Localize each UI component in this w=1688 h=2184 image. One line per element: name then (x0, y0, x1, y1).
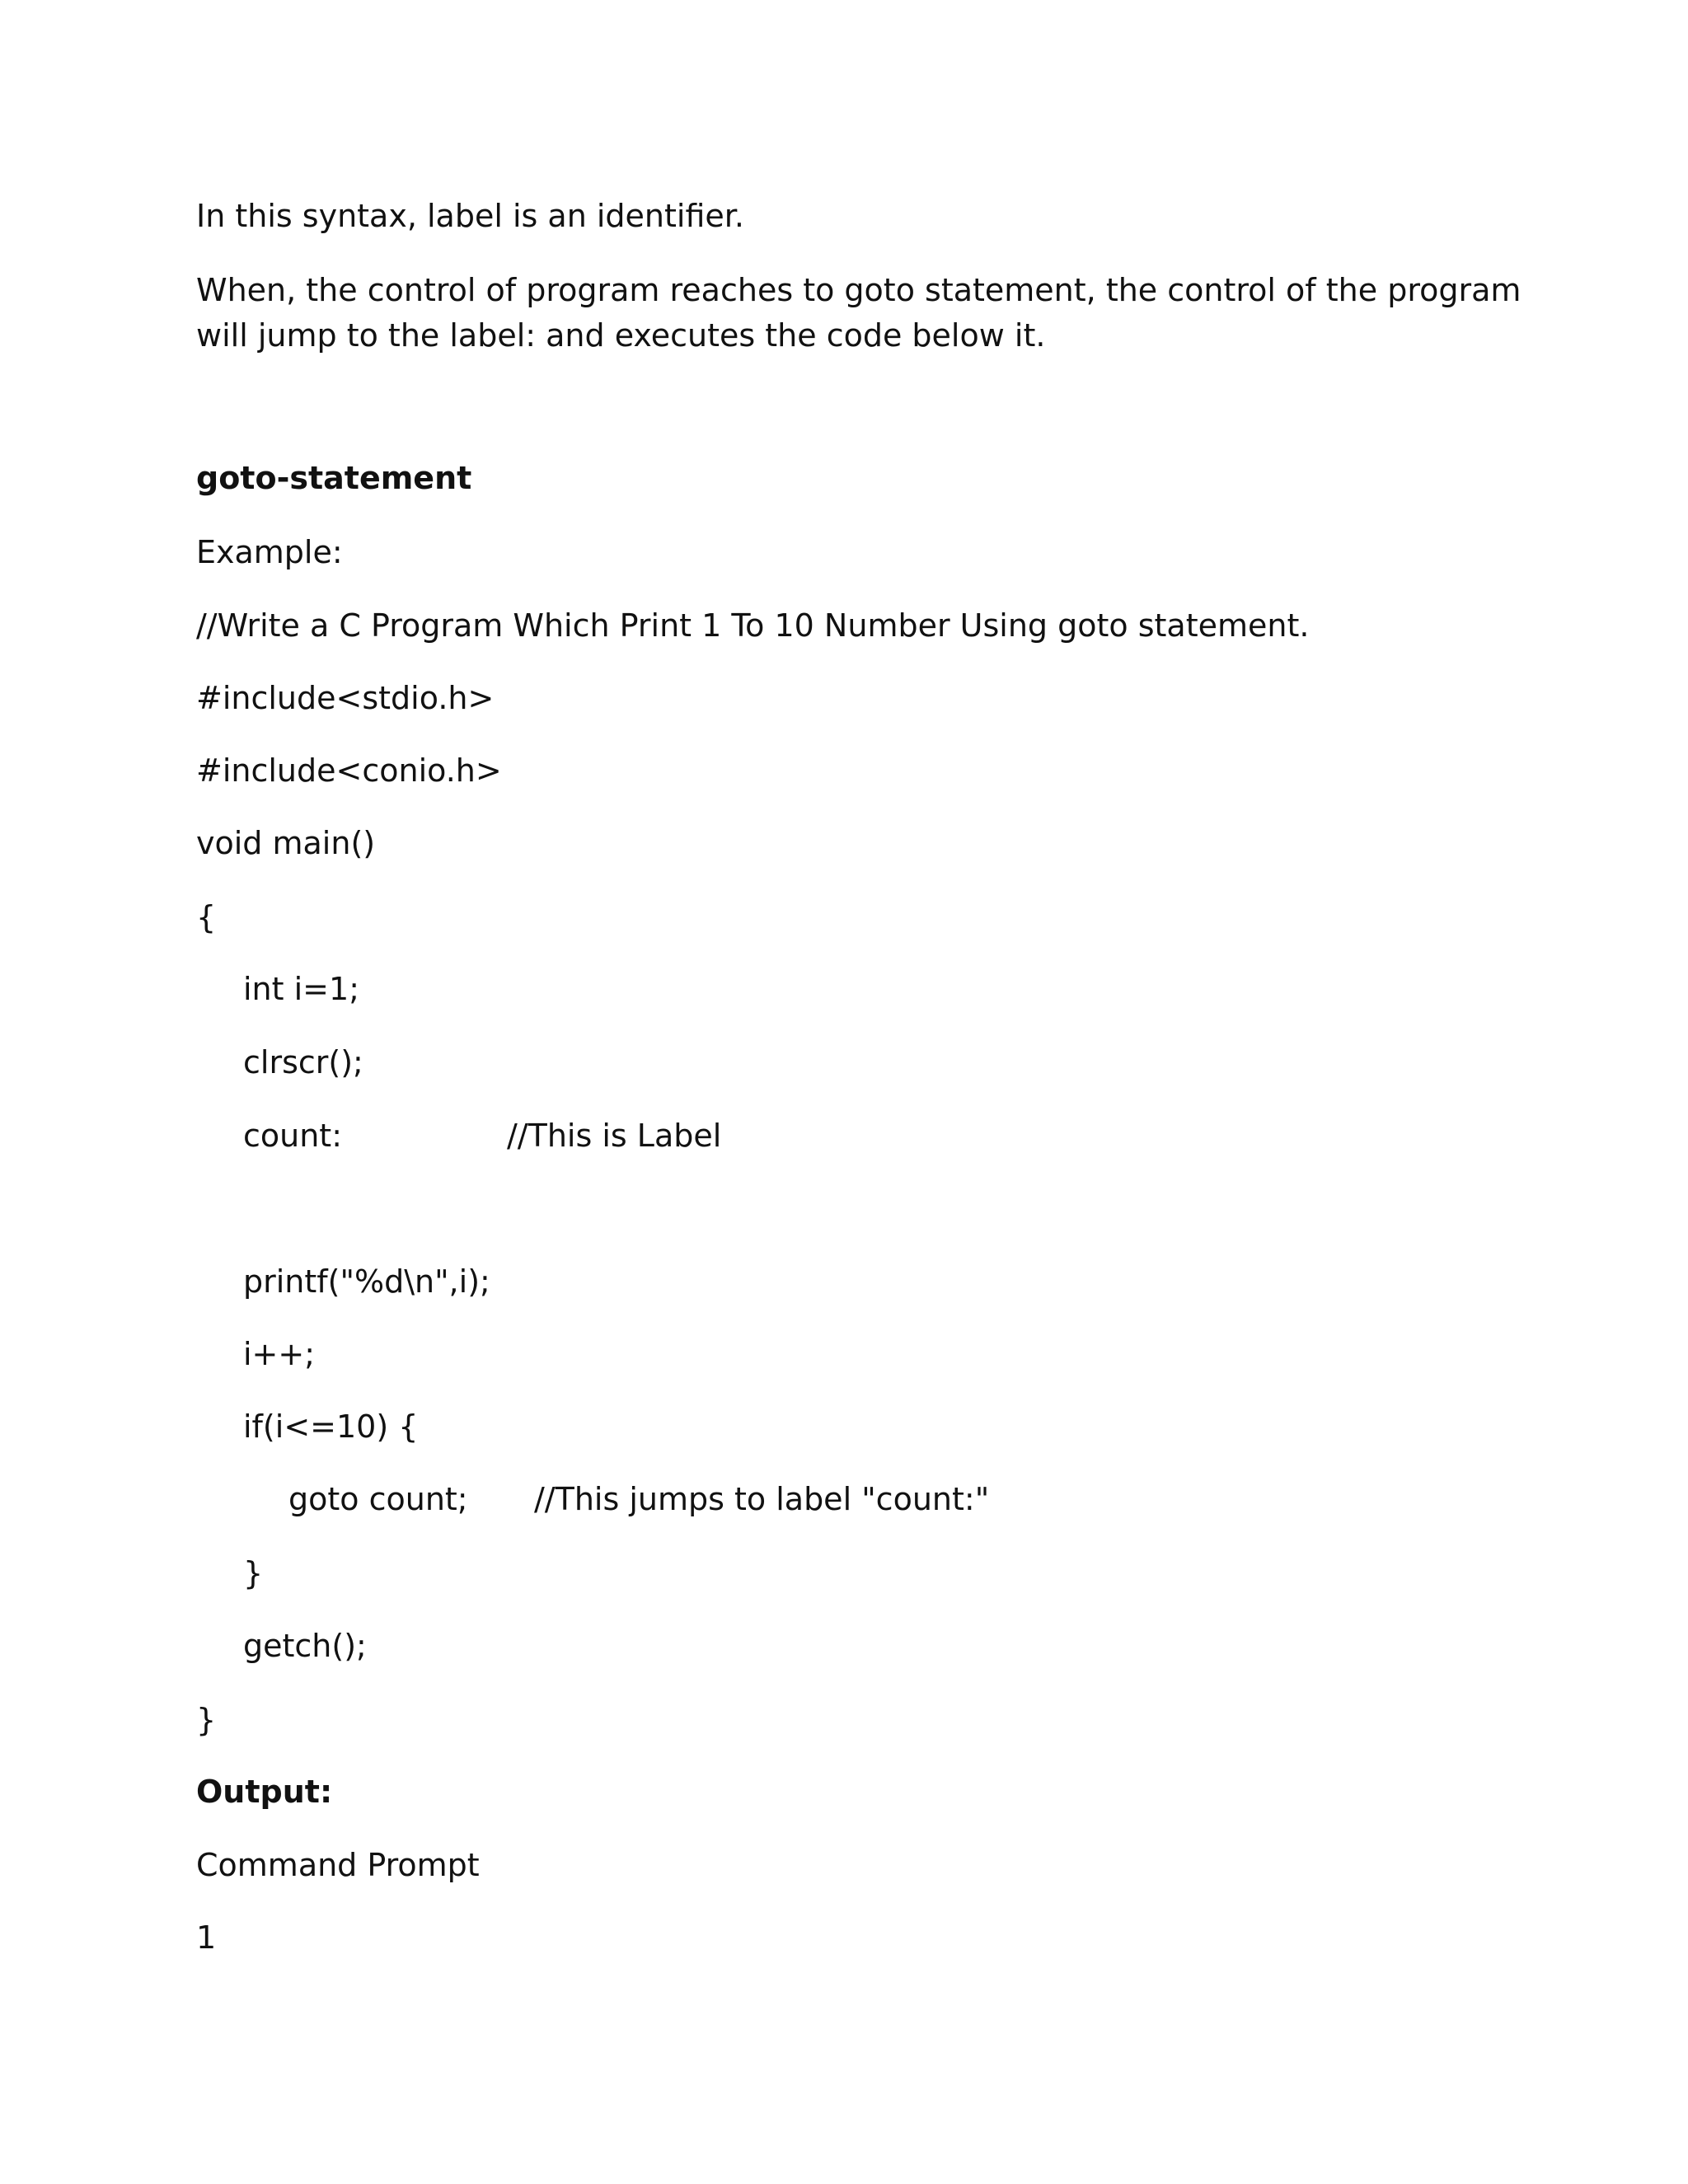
intro-line: In this syntax, label is an identifier. (196, 198, 744, 234)
code-goto-comment: //This jumps to label "count:" (534, 1481, 990, 1517)
code-clrscr: clrscr(); (243, 1044, 363, 1080)
intro-paragraph: When, the control of program reaches to goto statement, the control of the program will jump to the label: and executes the code below it. (196, 272, 1522, 354)
code-comment-title: //Write a C Program Which Print 1 To 10 Number Using goto statement. (196, 607, 1310, 644)
code-include-stdio: #include<stdio.h> (196, 680, 495, 716)
code-label: count: (243, 1118, 343, 1154)
code-main-signature: void main() (196, 825, 376, 861)
code-if-close-brace: } (243, 1555, 264, 1591)
code-label-comment: //This is Label (507, 1118, 722, 1154)
output-heading: Output: (196, 1774, 333, 1810)
code-goto-statement: goto count; (288, 1481, 468, 1517)
output-title: Command Prompt (196, 1847, 480, 1883)
example-label: Example: (196, 534, 343, 570)
code-printf: printf("%d\n",i); (243, 1263, 490, 1300)
output-first-value: 1 (196, 1919, 217, 1956)
code-close-brace: } (196, 1702, 217, 1738)
section-heading: goto-statement (196, 460, 472, 496)
code-include-conio: #include<conio.h> (196, 752, 502, 789)
code-open-brace: { (196, 899, 217, 935)
code-if-statement: if(i<=10) { (243, 1408, 419, 1445)
code-increment: i++; (243, 1336, 316, 1372)
code-getch: getch(); (243, 1628, 367, 1664)
code-declaration: int i=1; (243, 971, 359, 1007)
